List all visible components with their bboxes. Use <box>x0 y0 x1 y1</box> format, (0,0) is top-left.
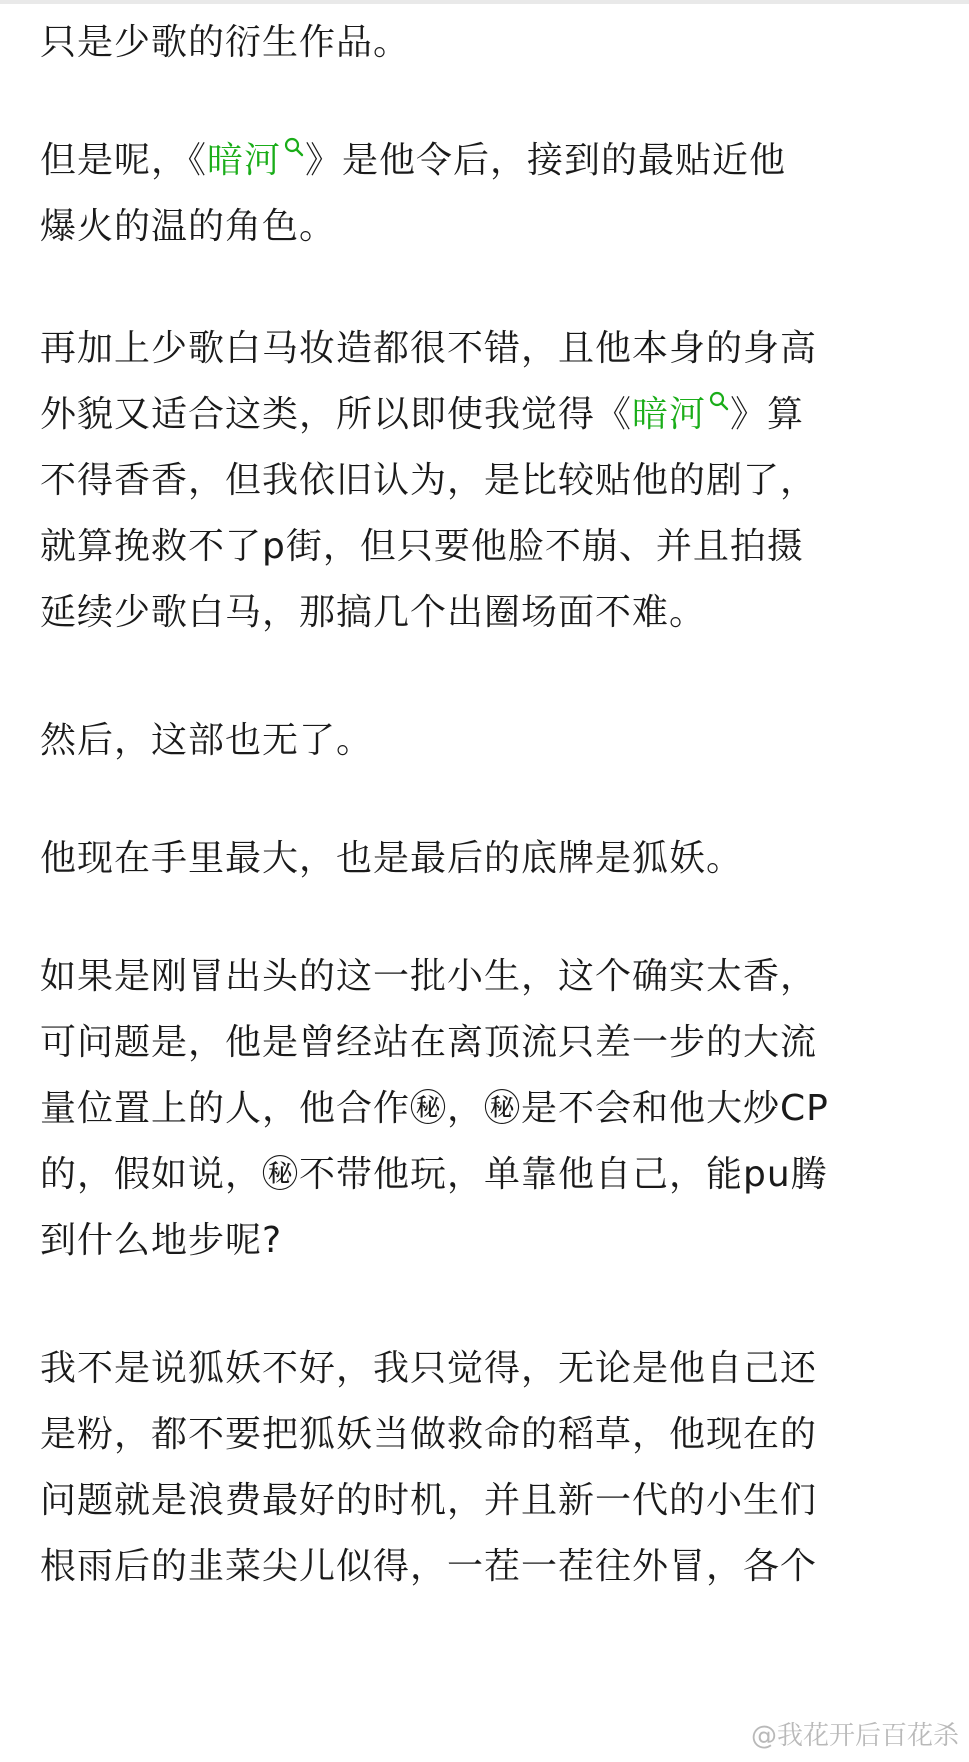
post-paragraph <box>40 708 940 774</box>
post-paragraph <box>40 128 940 260</box>
paragraph-text: 但是呢，《 <box>40 140 208 181</box>
paragraph-text: 如果是刚冒出头的这一批小生，这个确实太香， 可问题是，他是曾经站在离顶流只差一步的大流 量位置上的人，他合作㊙，㊙是不会和他大炒CP 的，假如说，㊙不带他玩，单靠他自己，能pu腾 到什么地步呢? <box>40 956 829 1261</box>
post-paragraph <box>40 1336 940 1600</box>
post-paragraph <box>40 10 940 76</box>
search-icon <box>283 136 305 158</box>
post-paragraph <box>40 316 940 646</box>
paragraph-text: 他现在手里最大，也是最后的底牌是狐妖。 <box>40 838 744 879</box>
post-paragraph <box>40 944 940 1274</box>
paragraph-text: 》是他令后，接到的最贴近他 爆火的温的角色。 <box>40 140 787 247</box>
watermark: @我花开后百花杀 <box>750 1721 959 1751</box>
topic-link[interactable]: 暗河 <box>632 394 707 435</box>
search-icon <box>708 390 730 412</box>
paragraph-text: 》算 不得香香，但我依旧认为，是比较贴他的剧了， 就算挽救不了p街，但只要他脸不崩、并且拍摄 延续少歌白马，那搞几个出圈场面不难。 <box>40 394 818 633</box>
paragraph-text: 我不是说狐妖不好，我只觉得，无论是他自己还 是粉，都不要把狐妖当做救命的稻草，他现在的 问题就是浪费最好的时机，并且新一代的小生们 根雨后的韭菜尖儿似得，一茬一茬往外冒，各个 <box>40 1348 818 1587</box>
topic-link[interactable]: 暗河 <box>207 140 282 181</box>
paragraph-text: 只是少歌的衍生作品。 <box>40 22 411 63</box>
paragraph-text: 再加上少歌白马妆造都很不错，且他本身的身高 外貌又适合这类，所以即使我觉得《 <box>40 328 818 435</box>
paragraph-text: 然后，这部也无了。 <box>40 720 374 761</box>
post-paragraph <box>40 826 940 892</box>
top-divider <box>0 0 969 4</box>
